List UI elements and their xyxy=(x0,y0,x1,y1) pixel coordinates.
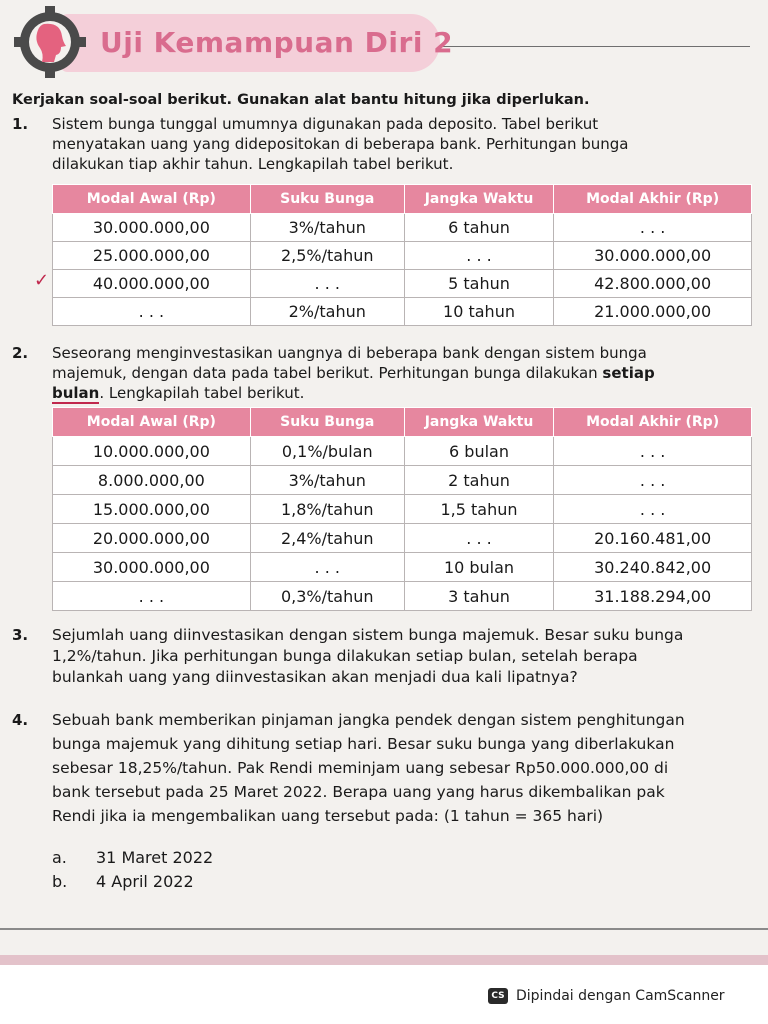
question-line: Seseorang menginvestasikan uangnya di beberapa bank dengan sistem bunga xyxy=(52,344,647,362)
handwritten-check-mark: ✓ xyxy=(34,270,50,291)
question-line: bulankah uang yang diinvestasikan akan menjadi dua kali lipatnya? xyxy=(52,668,578,686)
table-cell: 30.000.000,00 xyxy=(53,553,251,582)
question-line xyxy=(52,383,752,403)
emphasis-text-underlined: bulan xyxy=(52,384,100,402)
table-cell: 2 tahun xyxy=(404,466,553,495)
table-cell: . . . xyxy=(250,553,404,582)
table-cell: 1,8%/tahun xyxy=(250,495,404,524)
table-cell: 1,5 tahun xyxy=(404,495,553,524)
table-compound-interest xyxy=(52,407,752,611)
table-cell: . . . xyxy=(404,524,553,553)
table-cell: 0,1%/bulan xyxy=(250,437,404,466)
table-cell: 3%/tahun xyxy=(250,466,404,495)
emphasis-text: setiap xyxy=(602,364,655,382)
table-cell: . . . xyxy=(554,214,752,242)
column-header: Jangka Waktu xyxy=(404,185,553,214)
question-line xyxy=(52,363,752,383)
table-cell: 15.000.000,00 xyxy=(53,495,251,524)
question-number: 3. xyxy=(12,626,29,644)
table-cell: 2,5%/tahun xyxy=(250,242,404,270)
table-row xyxy=(53,437,752,466)
table-cell: 3 tahun xyxy=(404,582,553,611)
question-line: bank tersebut pada 25 Maret 2022. Berapa uang yang harus dikembalikan pak xyxy=(52,783,665,801)
table-row xyxy=(53,270,752,298)
column-header: Modal Awal (Rp) xyxy=(53,408,251,437)
table-header-row xyxy=(53,185,752,214)
option-label: b. xyxy=(52,872,68,891)
table-cell: 6 bulan xyxy=(404,437,553,466)
question-line: dilakukan tiap akhir tahun. Lengkapilah tabel berikut. xyxy=(52,155,454,173)
table-row xyxy=(53,495,752,524)
table-cell: . . . xyxy=(53,298,251,326)
table-row xyxy=(53,553,752,582)
table-cell: 2%/tahun xyxy=(250,298,404,326)
table-cell: . . . xyxy=(250,270,404,298)
question-line: Sejumlah uang diinvestasikan dengan sistem bunga majemuk. Besar suku bunga xyxy=(52,626,684,644)
table-cell: 5 tahun xyxy=(404,270,553,298)
table-cell: 2,4%/tahun xyxy=(250,524,404,553)
question-line: menyatakan uang yang didepositokan di beberapa bank. Perhitungan bunga xyxy=(52,135,629,153)
question-number: 1. xyxy=(12,115,29,133)
option-text: 31 Maret 2022 xyxy=(96,848,214,867)
table-cell: 0,3%/tahun xyxy=(250,582,404,611)
table-cell: 10 bulan xyxy=(404,553,553,582)
header-divider xyxy=(440,46,750,47)
question-text: . Lengkapilah tabel berikut. xyxy=(99,384,305,402)
question-text: majemuk, dengan data pada tabel berikut. Perhitungan bunga dilakukan xyxy=(52,364,603,382)
column-header: Jangka Waktu xyxy=(404,408,553,437)
question-4 xyxy=(12,708,762,828)
page-bottom-divider xyxy=(0,928,768,930)
table-row xyxy=(53,242,752,270)
table-cell: 25.000.000,00 xyxy=(53,242,251,270)
table-row xyxy=(53,524,752,553)
table-row xyxy=(53,214,752,242)
table-header-row xyxy=(53,408,752,437)
question-3 xyxy=(12,625,752,688)
gear-head-icon xyxy=(14,6,86,78)
table-cell: . . . xyxy=(554,466,752,495)
table-cell: 20.160.481,00 xyxy=(554,524,752,553)
column-header: Suku Bunga xyxy=(250,185,404,214)
table-simple-interest xyxy=(52,184,752,326)
table-cell: . . . xyxy=(53,582,251,611)
option-label: a. xyxy=(52,848,67,867)
question-line: bunga majemuk yang dihitung setiap hari. Besar suku bunga yang diberlakukan xyxy=(52,735,675,753)
next-section-band xyxy=(0,955,768,965)
instructions-text: Kerjakan soal-soal berikut. Gunakan alat bantu hitung jika diperlukan. xyxy=(12,92,590,108)
question-line: Rendi jika ia mengembalikan uang tersebut pada: (1 tahun = 365 hari) xyxy=(52,807,604,825)
question-line: sebesar 18,25%/tahun. Pak Rendi meminjam uang sebesar Rp50.000.000,00 di xyxy=(52,759,669,777)
question-line: Sistem bunga tunggal umumnya digunakan pada deposito. Tabel berikut xyxy=(52,115,599,133)
watermark-text: Dipindai dengan CamScanner xyxy=(516,988,725,1004)
table-cell: 20.000.000,00 xyxy=(53,524,251,553)
table-row xyxy=(53,582,752,611)
table-cell: 21.000.000,00 xyxy=(554,298,752,326)
table-cell: 6 tahun xyxy=(404,214,553,242)
question-line: Sebuah bank memberikan pinjaman jangka pendek dengan sistem penghitungan xyxy=(52,711,685,729)
table-cell: 10.000.000,00 xyxy=(53,437,251,466)
table-cell: 3%/tahun xyxy=(250,214,404,242)
column-header: Modal Akhir (Rp) xyxy=(554,185,752,214)
table-cell: 10 tahun xyxy=(404,298,553,326)
question-number: 2. xyxy=(12,344,29,362)
question-1 xyxy=(12,114,742,174)
question-2 xyxy=(12,343,752,403)
column-header: Suku Bunga xyxy=(250,408,404,437)
table-cell: . . . xyxy=(554,437,752,466)
table-cell: 8.000.000,00 xyxy=(53,466,251,495)
table-cell: 30.240.842,00 xyxy=(554,553,752,582)
question-number: 4. xyxy=(12,711,29,729)
camscanner-logo-icon: CS xyxy=(488,988,508,1004)
column-header: Modal Akhir (Rp) xyxy=(554,408,752,437)
table-cell: . . . xyxy=(554,495,752,524)
table-cell: 30.000.000,00 xyxy=(554,242,752,270)
table-cell: 42.800.000,00 xyxy=(554,270,752,298)
table-row xyxy=(53,298,752,326)
table-cell: 31.188.294,00 xyxy=(554,582,752,611)
table-cell: . . . xyxy=(404,242,553,270)
table-cell: 30.000.000,00 xyxy=(53,214,251,242)
column-header: Modal Awal (Rp) xyxy=(53,185,251,214)
section-title: Uji Kemampuan Diri 2 xyxy=(100,26,454,59)
camscanner-watermark xyxy=(488,988,725,1004)
table-cell: 40.000.000,00 xyxy=(53,270,251,298)
question-line: 1,2%/tahun. Jika perhitungan bunga dilakukan setiap bulan, setelah berapa xyxy=(52,647,638,665)
option-text: 4 April 2022 xyxy=(96,872,194,891)
table-row xyxy=(53,466,752,495)
